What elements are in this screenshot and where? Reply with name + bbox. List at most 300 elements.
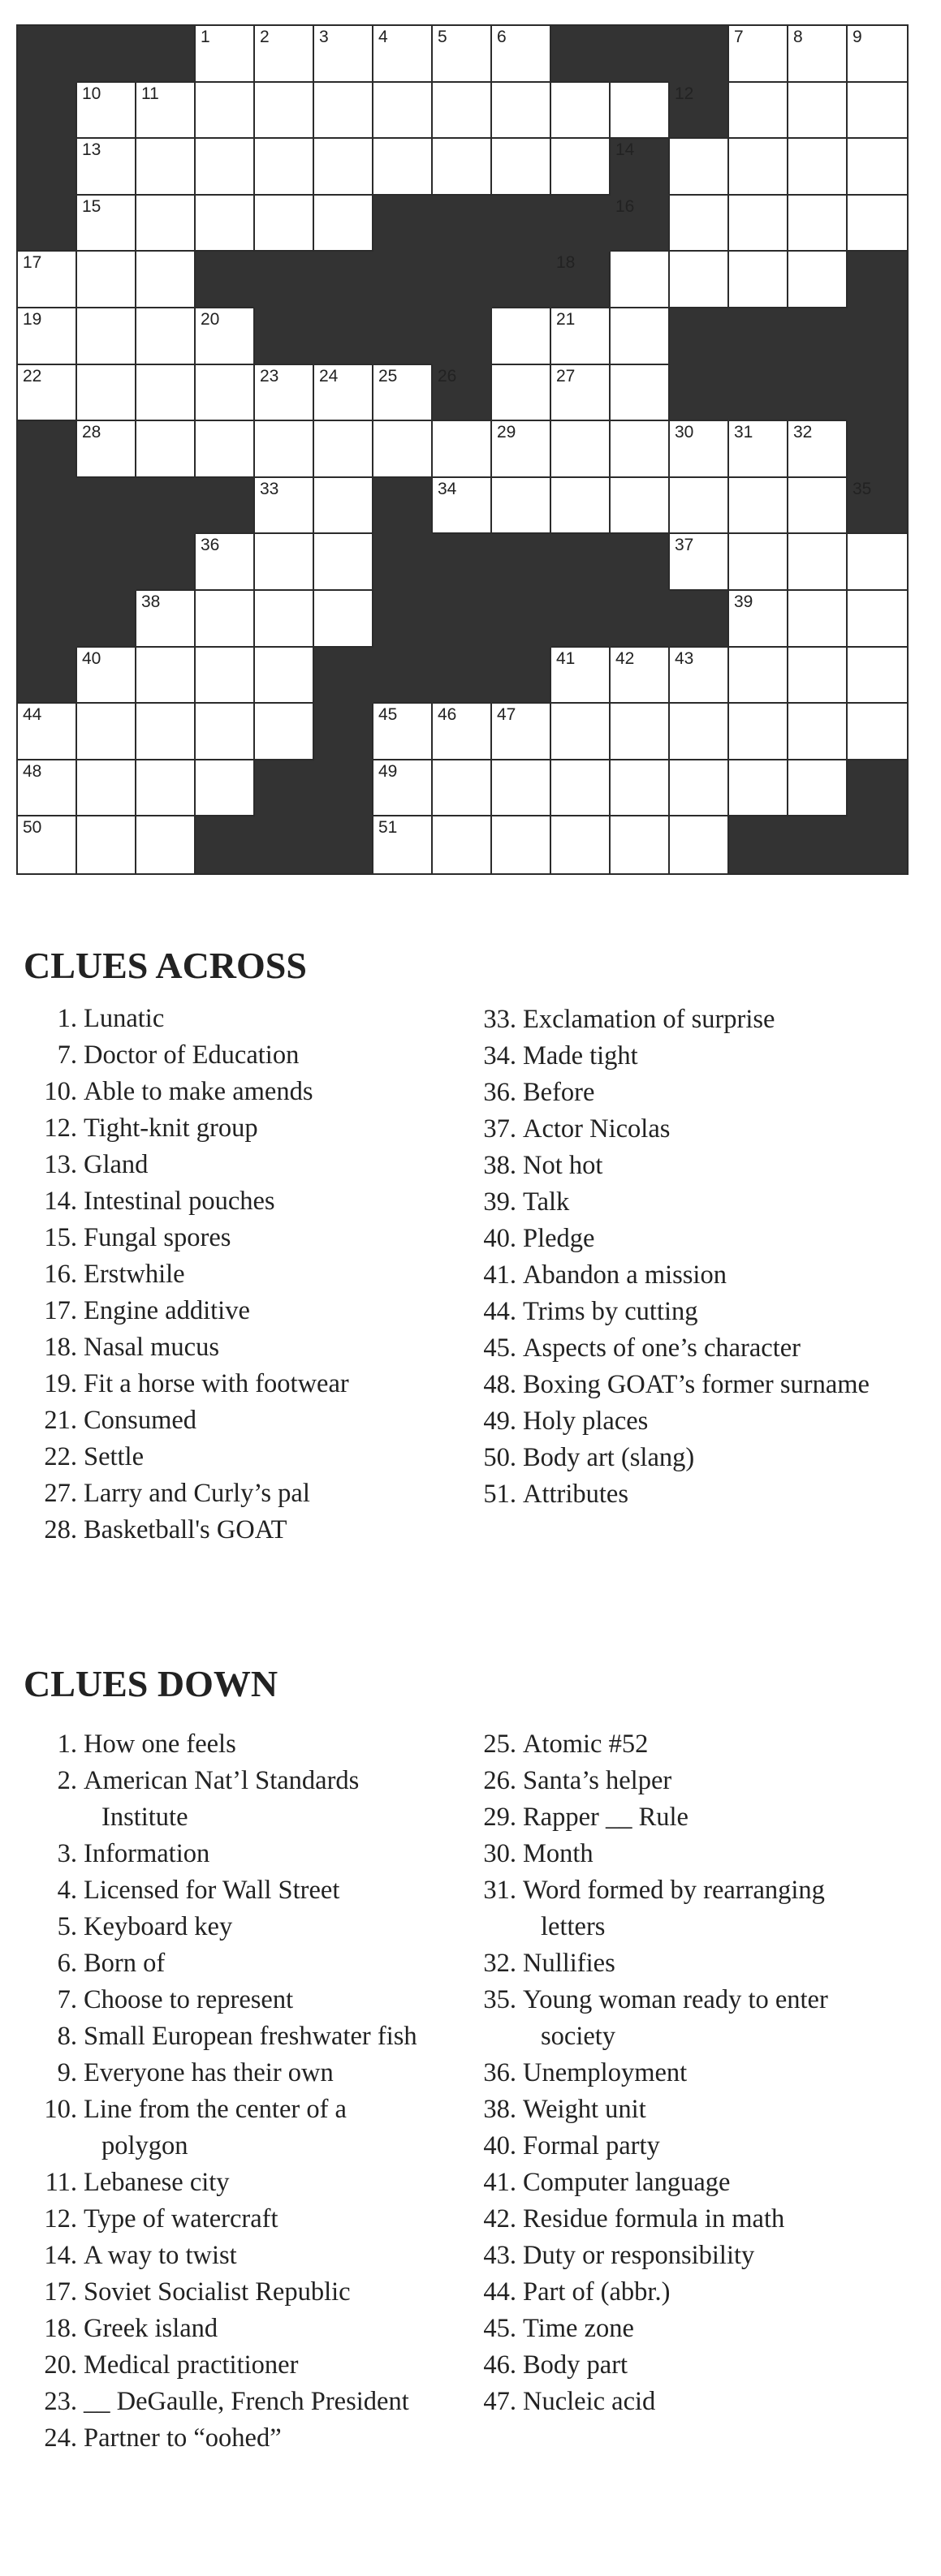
clue-text: Born of [84,1949,166,1978]
answer-cell[interactable] [255,139,314,196]
cell-number: 31 [734,423,753,442]
answer-cell[interactable] [314,591,373,648]
answer-cell[interactable] [314,26,373,83]
clue-item [18,2311,417,2347]
answer-cell[interactable] [255,26,314,83]
answer-cell[interactable] [492,478,551,535]
clue-text: Part of (abbr.) [523,2277,671,2307]
cell-number: 7 [734,28,744,46]
cell-number: 44 [23,705,42,725]
clue-number: 17. [44,1296,77,1325]
clue-item [457,2128,828,2165]
block-cell [492,534,551,591]
clue-number: 21. [44,1406,77,1435]
block-cell [729,308,788,365]
answer-cell[interactable] [492,83,551,140]
answer-cell[interactable] [788,83,848,140]
answer-cell[interactable] [788,591,848,648]
clue-text: Pledge [523,1224,595,1253]
clue-number: 48. [483,1370,516,1399]
answer-cell[interactable] [77,139,136,196]
clue-number: 36. [483,2058,516,2087]
clues-across-title: CLUES ACROSS [24,945,307,986]
answer-cell[interactable] [729,196,788,252]
block-cell [551,196,611,252]
answer-cell[interactable] [848,139,907,196]
clue-item [457,2347,828,2384]
clue-number: 3. [57,1839,77,1868]
clue-item [457,1403,870,1440]
answer-cell[interactable] [77,365,136,422]
answer-cell[interactable] [196,83,255,140]
answer-cell[interactable] [670,534,729,591]
down-clues-column-2 [457,1726,828,2420]
block-cell [18,534,77,591]
block-cell [18,591,77,648]
clue-number: 1. [57,1004,77,1033]
cell-number: 21 [556,309,576,329]
answer-cell[interactable] [255,196,314,252]
answer-cell[interactable] [196,26,255,83]
cell-number: 43 [675,648,694,668]
answer-cell[interactable] [788,760,848,817]
answer-cell[interactable] [670,196,729,252]
clue-item [18,2420,417,2457]
answer-cell[interactable] [788,648,848,704]
answer-cell[interactable] [492,26,551,83]
clue-text: Erstwhile [84,1260,185,1289]
clue-text: Unemployment [523,2058,688,2087]
answer-cell[interactable] [433,816,492,873]
clue-item [18,1945,417,1982]
clue-number: 43. [483,2241,516,2270]
cell-number: 48 [23,761,42,781]
clue-text: Tight-knit group [84,1114,258,1143]
answer-cell[interactable] [18,760,77,817]
clue-text: Actor Nicolas [523,1114,671,1144]
answer-cell[interactable] [729,252,788,308]
clue-text: Doctor of Education [84,1040,300,1070]
clues-down-title: CLUES DOWN [24,1663,278,1704]
answer-cell[interactable] [551,139,611,196]
answer-cell[interactable] [492,704,551,760]
block-cell [18,421,77,478]
clue-number: 13. [44,1150,77,1179]
answer-cell[interactable] [551,760,611,817]
answer-cell[interactable] [18,308,77,365]
answer-cell[interactable] [77,816,136,873]
answer-cell[interactable] [255,83,314,140]
clue-number: 18. [44,1333,77,1362]
clue-item [18,2201,417,2238]
answer-cell[interactable] [196,648,255,704]
clue-item [18,1872,417,1909]
answer-cell[interactable] [314,534,373,591]
cell-number: 26 [438,366,457,386]
answer-cell[interactable] [373,139,433,196]
answer-cell[interactable] [196,591,255,648]
clue-text: Weight unit [523,2095,646,2124]
answer-cell[interactable] [136,760,196,817]
answer-cell[interactable] [670,760,729,817]
clue-item [18,2018,417,2055]
answer-cell[interactable] [196,421,255,478]
cell-number: 34 [438,479,457,498]
block-cell [788,308,848,365]
answer-cell[interactable] [18,704,77,760]
answer-cell[interactable] [848,196,907,252]
answer-cell[interactable] [136,83,196,140]
answer-cell[interactable] [136,421,196,478]
answer-cell[interactable] [729,704,788,760]
block-cell [314,760,373,817]
block-cell [848,816,907,873]
answer-cell[interactable] [729,421,788,478]
clue-item [18,1183,349,1220]
answer-cell[interactable] [77,196,136,252]
answer-cell[interactable] [433,26,492,83]
answer-cell[interactable] [314,83,373,140]
answer-cell[interactable] [611,478,670,535]
answer-cell[interactable] [611,760,670,817]
block-cell [433,308,492,365]
block-cell [373,252,433,308]
clue-text: A way to twist [84,2241,237,2270]
clue-item [18,2091,417,2165]
answer-cell[interactable] [670,816,729,873]
clue-number: 45. [483,1333,516,1363]
clue-number: 35. [483,1985,516,2014]
answer-cell[interactable] [848,26,907,83]
answer-cell[interactable] [255,365,314,422]
answer-cell[interactable] [314,421,373,478]
answer-cell[interactable] [255,648,314,704]
clue-text: Time zone [523,2314,634,2343]
cell-number: 10 [82,84,101,103]
answer-cell[interactable] [729,139,788,196]
answer-cell[interactable] [670,139,729,196]
clue-item [18,1256,349,1293]
answer-cell[interactable] [373,704,433,760]
clue-item [457,1476,870,1513]
clue-text: Aspects of one’s character [523,1333,801,1363]
answer-cell[interactable] [433,760,492,817]
answer-cell[interactable] [729,534,788,591]
clue-item [457,2091,828,2128]
answer-cell[interactable] [848,704,907,760]
answer-cell[interactable] [373,83,433,140]
answer-cell[interactable] [196,139,255,196]
answer-cell[interactable] [492,139,551,196]
clue-item [457,1726,828,1763]
answer-cell[interactable] [433,139,492,196]
answer-cell[interactable] [788,478,848,535]
crossword-grid [18,26,907,873]
block-cell [18,83,77,140]
clue-item [18,1037,349,1074]
answer-cell[interactable] [255,421,314,478]
clue-number: 44. [483,1297,516,1326]
answer-cell[interactable] [551,308,611,365]
clue-item [18,1147,349,1183]
answer-cell[interactable] [788,252,848,308]
answer-cell[interactable] [670,252,729,308]
answer-cell[interactable] [729,591,788,648]
cell-number: 20 [201,309,220,329]
answer-cell[interactable] [551,816,611,873]
answer-cell[interactable] [77,648,136,704]
clue-number: 42. [483,2204,516,2234]
block-cell [492,196,551,252]
answer-cell[interactable] [136,196,196,252]
clue-item [18,1001,349,1037]
clue-number: 46. [483,2350,516,2380]
answer-cell[interactable] [729,478,788,535]
block-cell [77,478,136,535]
block-cell [433,648,492,704]
clue-number: 8. [57,2022,77,2051]
clue-text: Nucleic acid [523,2387,656,2416]
answer-cell[interactable] [18,365,77,422]
answer-cell[interactable] [551,421,611,478]
answer-cell[interactable] [136,591,196,648]
clue-number: 28. [44,1515,77,1544]
clue-number: 15. [44,1223,77,1252]
answer-cell[interactable] [551,704,611,760]
block-cell [18,196,77,252]
answer-cell[interactable] [670,648,729,704]
block-cell [255,252,314,308]
answer-cell[interactable] [788,421,848,478]
clue-number: 1. [57,1730,77,1759]
clue-item [457,1148,870,1184]
clue-number: 45. [483,2314,516,2343]
block-cell [136,534,196,591]
block-cell [196,816,255,873]
answer-cell[interactable] [77,83,136,140]
answer-cell[interactable] [611,83,670,140]
clue-number: 49. [483,1406,516,1436]
answer-cell[interactable] [848,534,907,591]
clue-number: 37. [483,1114,516,1144]
answer-cell[interactable] [848,648,907,704]
answer-cell[interactable] [670,421,729,478]
clue-number: 12. [44,1114,77,1143]
answer-cell[interactable] [373,26,433,83]
clue-text: Computer language [523,2168,731,2197]
answer-cell[interactable] [77,308,136,365]
answer-cell[interactable] [373,365,433,422]
clue-item [457,2055,828,2091]
answer-cell[interactable] [492,760,551,817]
clue-number: 40. [483,1224,516,1253]
clue-item [18,2055,417,2091]
answer-cell[interactable] [551,478,611,535]
answer-cell[interactable] [492,365,551,422]
answer-cell[interactable] [196,196,255,252]
answer-cell[interactable] [373,421,433,478]
answer-cell[interactable] [611,308,670,365]
answer-cell[interactable] [136,365,196,422]
answer-cell[interactable] [729,83,788,140]
clue-item [457,1367,870,1403]
answer-cell[interactable] [729,648,788,704]
clue-item [18,2238,417,2274]
clue-text: Body part [523,2350,628,2380]
answer-cell[interactable] [77,421,136,478]
answer-cell[interactable] [196,534,255,591]
clue-text: Month [523,1839,594,1868]
answer-cell[interactable] [18,816,77,873]
block-cell [670,591,729,648]
cell-number: 33 [260,479,279,498]
answer-cell[interactable] [492,816,551,873]
answer-cell[interactable] [848,83,907,140]
block-cell [433,196,492,252]
clue-text-continued: polygon [101,2131,188,2160]
block-cell [670,83,729,140]
clue-number: 47. [483,2387,516,2416]
answer-cell[interactable] [196,365,255,422]
clue-text: Settle [84,1442,145,1471]
clue-text: Everyone has their own [84,2058,334,2087]
answer-cell[interactable] [788,196,848,252]
clue-text: Larry and Curly’s pal [84,1479,310,1508]
answer-cell[interactable] [551,83,611,140]
answer-cell[interactable] [611,421,670,478]
answer-cell[interactable] [611,252,670,308]
clue-text: Trims by cutting [523,1297,698,1326]
clue-number: 24. [44,2423,77,2453]
clue-text-continued: letters [541,1912,606,1941]
answer-cell[interactable] [136,704,196,760]
clue-item [18,2384,417,2420]
block-cell [848,421,907,478]
answer-cell[interactable] [611,816,670,873]
answer-cell[interactable] [788,534,848,591]
block-cell [18,648,77,704]
clue-number: 40. [483,2131,516,2160]
block-cell [77,591,136,648]
answer-cell[interactable] [848,591,907,648]
block-cell [373,591,433,648]
cell-number: 50 [23,818,42,838]
answer-cell[interactable] [314,365,373,422]
cell-number: 23 [260,366,279,386]
answer-cell[interactable] [196,760,255,817]
cell-number: 5 [438,28,447,46]
answer-cell[interactable] [255,591,314,648]
answer-cell[interactable] [314,139,373,196]
answer-cell[interactable] [788,704,848,760]
block-cell [848,252,907,308]
answer-cell[interactable] [492,308,551,365]
clue-item [18,1726,417,1763]
answer-cell[interactable] [136,139,196,196]
answer-cell[interactable] [611,704,670,760]
clue-text: Medical practitioner [84,2350,299,2380]
answer-cell[interactable] [136,308,196,365]
answer-cell[interactable] [314,196,373,252]
clue-text: Information [84,1839,210,1868]
block-cell [611,196,670,252]
answer-cell[interactable] [373,760,433,817]
clue-item [457,1872,828,1945]
answer-cell[interactable] [196,704,255,760]
answer-cell[interactable] [433,421,492,478]
clue-number: 34. [483,1041,516,1070]
answer-cell[interactable] [729,760,788,817]
clue-text: Duty or responsibility [523,2241,755,2270]
cell-number: 22 [23,366,42,386]
answer-cell[interactable] [18,252,77,308]
clue-item [457,2274,828,2311]
clue-text: Not hot [523,1151,603,1180]
answer-cell[interactable] [255,478,314,535]
answer-cell[interactable] [433,478,492,535]
answer-cell[interactable] [551,365,611,422]
block-cell [848,365,907,422]
clue-text: Rapper __ Rule [523,1803,688,1832]
block-cell [848,308,907,365]
answer-cell[interactable] [77,760,136,817]
block-cell [492,591,551,648]
answer-cell[interactable] [611,648,670,704]
block-cell [77,534,136,591]
clue-item [18,2165,417,2201]
cell-number: 8 [793,28,803,46]
clue-text: Greek island [84,2314,218,2343]
answer-cell[interactable] [255,704,314,760]
answer-cell[interactable] [433,83,492,140]
answer-cell[interactable] [196,308,255,365]
answer-cell[interactable] [136,816,196,873]
across-clues-column-2 [457,1002,870,1513]
clue-text: Consumed [84,1406,197,1435]
answer-cell[interactable] [670,478,729,535]
block-cell [670,26,729,83]
clue-item [18,2274,417,2311]
cell-number: 39 [734,592,753,611]
answer-cell[interactable] [373,816,433,873]
answer-cell[interactable] [670,704,729,760]
answer-cell[interactable] [611,365,670,422]
answer-cell[interactable] [788,26,848,83]
clue-text: Nullifies [523,1949,615,1978]
answer-cell[interactable] [551,648,611,704]
answer-cell[interactable] [77,252,136,308]
answer-cell[interactable] [77,704,136,760]
answer-cell[interactable] [729,26,788,83]
answer-cell[interactable] [136,648,196,704]
block-cell [18,139,77,196]
answer-cell[interactable] [314,478,373,535]
clue-text: Exclamation of surprise [523,1005,775,1034]
cell-number: 41 [556,648,576,668]
answer-cell[interactable] [136,252,196,308]
clue-number: 30. [483,1839,516,1868]
clue-number: 9. [57,2058,77,2087]
answer-cell[interactable] [433,704,492,760]
answer-cell[interactable] [492,421,551,478]
answer-cell[interactable] [788,139,848,196]
clue-item [18,1475,349,1512]
clue-number: 23. [44,2387,77,2416]
clue-text: Type of watercraft [84,2204,278,2234]
clue-text: Basketball's GOAT [84,1515,287,1544]
block-cell [18,26,77,83]
answer-cell[interactable] [255,534,314,591]
